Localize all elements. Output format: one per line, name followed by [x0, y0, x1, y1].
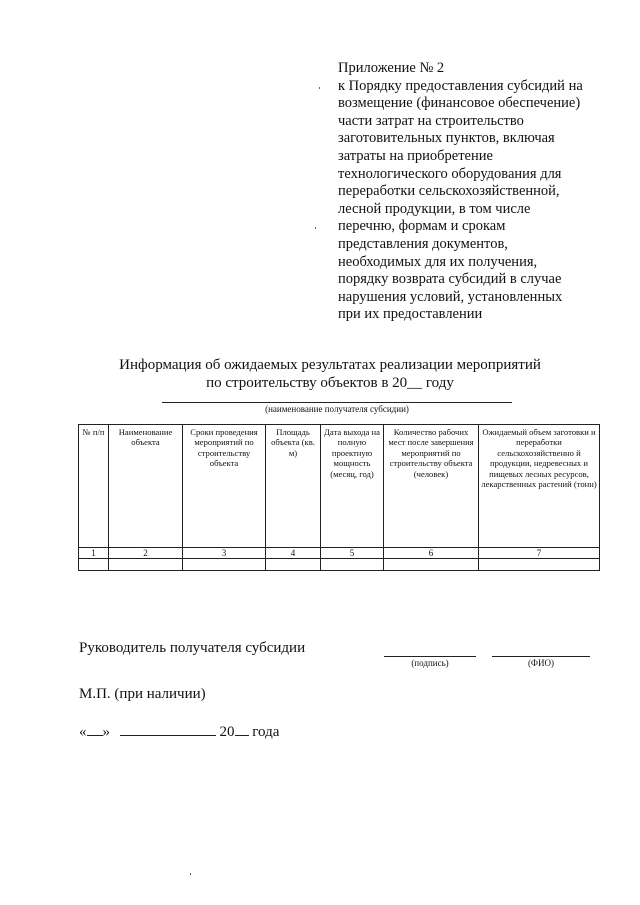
appendix-line: возмещение (финансовое обеспечение): [338, 95, 581, 112]
appendix-line: технологического оборудования для: [338, 165, 562, 182]
seal-label: М.П. (при наличии): [79, 686, 206, 702]
appendix-line: затраты на приобретение: [338, 147, 493, 164]
number-cell: 5: [321, 548, 384, 559]
appendix-line: представления документов,: [338, 235, 508, 252]
number-cell: 3: [183, 548, 266, 559]
recipient-name-line: [162, 402, 512, 403]
table-empty-row: [79, 559, 600, 571]
table-header-row: [79, 425, 600, 548]
day-blank: [87, 722, 103, 736]
appendix-line: при их предоставлении: [338, 306, 483, 323]
appendix-line: порядку возврата субсидий в случае: [338, 271, 562, 288]
appendix-line: необходимых для их получения,: [338, 253, 538, 270]
table-number-row: [79, 548, 600, 559]
header-cell-number: № п/п: [79, 425, 109, 548]
scan-speck: [190, 873, 191, 875]
document-title-line-2: по строительству объектов в 20__ году: [206, 375, 454, 391]
empty-cell: [109, 559, 183, 571]
recipient-caption: (наименование получателя субсидии): [265, 404, 409, 414]
number-cell: 4: [266, 548, 321, 559]
date-open-quote: «: [79, 724, 87, 740]
empty-cell: [79, 559, 109, 571]
name-caption: (ФИО): [527, 658, 555, 668]
number-cell: 1: [79, 548, 109, 559]
header-cell-area: Площадь объекта (кв. м): [266, 425, 321, 548]
year-blank: [235, 722, 249, 736]
appendix-line: к Порядку предоставления субсидий на: [338, 77, 583, 94]
empty-cell: [384, 559, 479, 571]
appendix-line: нарушения условий, установленных: [338, 288, 563, 305]
appendix-line: заготовительных пунктов, включая: [338, 130, 555, 147]
header-cell-object-name: Наименование объекта: [109, 425, 183, 548]
header-cell-jobs: Количество рабочих мест после завершения мероприятий по строительству объекта (человек): [384, 425, 479, 548]
month-blank: [120, 722, 216, 736]
number-cell: 2: [109, 548, 183, 559]
number-cell: 7: [479, 548, 600, 559]
appendix-line: лесной продукции, в том числе: [338, 200, 531, 217]
signature-label: Руководитель получателя субсидии: [79, 640, 306, 656]
appendix-line: переработки сельскохозяйственной,: [338, 183, 560, 200]
name-line: [492, 656, 590, 657]
year-suffix: года: [252, 724, 280, 740]
signature-caption: (подпись): [411, 658, 449, 668]
appendix-line: перечню, формам и срокам: [338, 218, 506, 235]
header-cell-capacity-date: Дата выхода на полную проектную мощность (месяц, год): [321, 425, 384, 548]
header-cell-terms: Сроки проведения мероприятий по строительству объекта: [183, 425, 266, 548]
scan-speck: [319, 87, 320, 89]
appendix-block: [338, 60, 608, 324]
document-title-line-1: Информация об ожидаемых результатах реализации мероприятий: [119, 357, 541, 373]
empty-cell: [321, 559, 384, 571]
scan-speck: [315, 227, 316, 229]
empty-cell: [479, 559, 600, 571]
year-prefix: 20: [219, 724, 235, 740]
appendix-line: части затрат на строительство: [338, 112, 524, 129]
date-line: [79, 722, 279, 741]
appendix-line: Приложение № 2: [338, 60, 445, 76]
results-table: [78, 424, 600, 571]
number-cell: 6: [384, 548, 479, 559]
date-close-quote: »: [102, 724, 110, 740]
empty-cell: [266, 559, 321, 571]
signature-line: [384, 656, 476, 657]
header-cell-expected-volume: Ожидаемый объем заготовки и переработки сельскохозяйственно й продукции, недревесных и пищевых лесных ресурсов, лекарственных растений (тонн): [479, 425, 600, 548]
empty-cell: [183, 559, 266, 571]
